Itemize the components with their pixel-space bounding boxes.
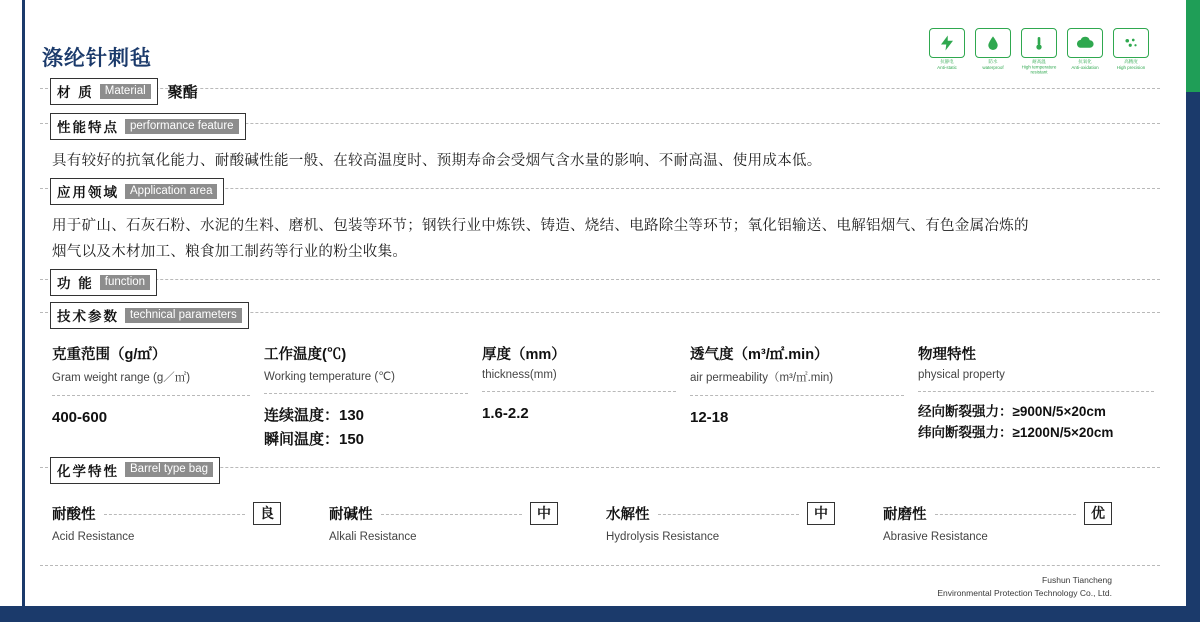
material-value: 聚酯 [167, 84, 198, 101]
page-title: 涤纶针刺毡 [42, 47, 152, 70]
bottom-bar [0, 606, 1200, 622]
chemical-item-top [606, 502, 883, 525]
application-text-line1: 用于矿山、石灰石粉、水泥的生料、磨机、包装等环节；钢铁行业中炼铁、铸造、烧结、电路除尘等环节；氧化铝输送、电解铝烟气、有色金属冶炼的 [52, 218, 1029, 235]
anti-oxidation-icon-box [1067, 28, 1103, 58]
chemical-item-divider [935, 514, 1077, 515]
anti-static-icon-box [929, 28, 965, 58]
technical-section-label [50, 302, 249, 329]
chemical-item-grade: 中 [530, 502, 558, 525]
waterproof-icon [974, 28, 1012, 75]
material-label-cn: 材 质 [57, 85, 94, 100]
chemical-item-divider [104, 514, 246, 515]
tech-column-title-en: Working temperature (℃) [264, 371, 395, 384]
tech-column-divider [482, 391, 676, 392]
chemical-item-label-cn: 耐酸性 [52, 506, 96, 523]
chemical-item-alkali-resistance [329, 502, 606, 543]
tech-column-value: 12-18 [690, 409, 729, 427]
tech-column-title-cn: 物理特性 [918, 347, 976, 364]
right-blue-accent [1186, 92, 1200, 606]
feature-icon-row [928, 28, 1150, 75]
chemical-item-label-cn: 耐碱性 [329, 506, 373, 523]
tech-column-value: 1.6-2.2 [482, 405, 529, 423]
application-label-row [50, 178, 1160, 205]
function-label-cn: 功 能 [57, 276, 94, 292]
chemical-label-cn: 化学特性 [57, 463, 119, 479]
content-area [40, 0, 1160, 599]
chemical-item-label-en: Acid Resistance [52, 530, 135, 543]
tech-column-title-cn: 厚度（mm） [482, 347, 566, 364]
section-chemical-property [40, 463, 1160, 543]
anti-oxidation-icon-caption-cn: 抗氧化 [1078, 59, 1092, 65]
chemical-item-hydrolysis-resistance [606, 502, 883, 543]
footer-company-name: Fushun Tiancheng [1042, 574, 1112, 585]
tech-column-title-cn: 透气度（m³/㎡.min） [690, 347, 829, 364]
performance-label-cn: 性能特点 [57, 120, 119, 135]
material-label-en: Material [100, 84, 151, 99]
bolt-icon [938, 34, 956, 52]
anti-oxidation-icon-caption-en: Anti-oxidation [1071, 65, 1099, 71]
application-section-label [50, 178, 224, 205]
thermometer-icon [1031, 34, 1047, 52]
tech-column-title-cn: 克重范围（g/㎡） [52, 347, 167, 364]
performance-label-row [50, 113, 1160, 140]
chemical-item-top [52, 502, 329, 525]
technical-parameters-grid [52, 343, 1160, 451]
technical-label-en: technical parameters [125, 308, 242, 323]
left-vertical-rule [22, 0, 25, 622]
chemical-item-abrasive-resistance [883, 502, 1160, 543]
chemical-item-label-en: Hydrolysis Resistance [606, 530, 720, 543]
function-label-row [50, 269, 1160, 296]
tech-column-physical-property [918, 343, 1168, 451]
chemical-item-divider [381, 514, 523, 515]
tech-column-divider [264, 393, 468, 394]
bottom-divider [40, 565, 1160, 566]
performance-label-en: performance feature [125, 119, 239, 134]
high-temperature-resistant-icon [1020, 28, 1058, 75]
high-precision-icon-caption-cn: 高精度 [1124, 59, 1138, 65]
section-technical-parameters [40, 308, 1160, 467]
tech-column-air-permeability [690, 343, 918, 451]
tech-column-title-cn: 工作温度(℃) [264, 347, 347, 364]
tech-column-value: 400-600 [52, 409, 108, 427]
chemical-item-label-en: Abrasive Resistance [883, 530, 988, 543]
waterproof-icon-caption-en: waterproof [982, 65, 1004, 71]
chemical-item-label-cn: 水解性 [606, 506, 650, 523]
high-temperature-resistant-icon-caption-en: High temperature resistant [1021, 65, 1057, 76]
chemical-item-grade: 中 [807, 502, 835, 525]
performance-text: 具有较好的抗氧化能力、耐酸碱性能一般、在较高温度时、预期寿命会受烟气含水量的影响、不耐高温、使用成本低。 [52, 153, 822, 169]
anti-static-icon-caption-en: Anti-static [937, 65, 957, 71]
technical-label-row [50, 302, 1160, 329]
chemical-item-top [883, 502, 1160, 525]
performance-section-label [50, 113, 246, 140]
cloud-icon [1075, 35, 1095, 51]
tech-column-title-en: air permeability（m³/㎡.min) [690, 372, 834, 385]
tech-column-divider [52, 395, 250, 396]
footer-company-suffix: Environmental Protection Technology Co., Ltd. [937, 587, 1112, 598]
chemical-item-top [329, 502, 606, 525]
chemical-item-label-en: Alkali Resistance [329, 530, 417, 543]
high-precision-icon-box [1113, 28, 1149, 58]
tech-column-value-continuous: 连续温度：130 [264, 407, 365, 425]
tech-column-value-weft: 纬向断裂强力：≥1200N/5×20cm [918, 425, 1114, 441]
function-section-label [50, 269, 157, 296]
dots-icon [1122, 35, 1140, 51]
chemical-grid [52, 502, 1160, 543]
chemical-item-grade: 良 [253, 502, 281, 525]
chemical-label-row [50, 457, 1160, 484]
chemical-item-divider [658, 514, 800, 515]
tech-column-value-warp: 经向断裂强力：≥900N/5×20cm [918, 404, 1106, 420]
high-precision-icon-caption-en: High precision [1116, 65, 1146, 71]
page-header [40, 0, 1160, 88]
waterproof-icon-caption-cn: 防水 [988, 59, 998, 65]
application-label-cn: 应用领域 [57, 185, 119, 201]
high-temperature-resistant-icon-box [1021, 28, 1057, 58]
application-text-line2: 烟气以及木材加工、粮食加工制药等行业的粉尘收集。 [52, 244, 408, 261]
high-temperature-resistant-icon-caption-cn: 耐高温 [1032, 59, 1046, 65]
technical-label-cn: 技术参数 [57, 309, 119, 325]
high-precision-icon [1112, 28, 1150, 75]
application-label-en: Application area [125, 184, 217, 199]
anti-static-icon [928, 28, 966, 75]
anti-oxidation-icon [1066, 28, 1104, 75]
material-label-row [50, 78, 1160, 105]
chemical-item-acid-resistance [52, 502, 329, 543]
tech-column-gram-weight [52, 343, 264, 451]
chemical-item-grade: 优 [1084, 502, 1112, 525]
footer [40, 574, 1160, 600]
tech-column-working-temperature [264, 343, 482, 451]
chemical-item-label-cn: 耐磨性 [883, 506, 927, 523]
tech-column-title-en: physical property [918, 369, 1005, 382]
right-green-accent [1186, 0, 1200, 92]
tech-column-divider [690, 395, 904, 396]
material-section-label [50, 78, 158, 105]
chemical-section-label [50, 457, 220, 484]
function-label-en: function [100, 275, 150, 290]
waterproof-icon-box [975, 28, 1011, 58]
tech-column-divider [918, 391, 1154, 392]
tech-column-title-en: Gram weight range (g／㎡) [52, 372, 191, 385]
tech-column-title-en: thickness(mm) [482, 369, 557, 382]
drop-icon [985, 34, 1001, 52]
section-application-area [40, 184, 1160, 279]
tech-column-value-instant: 瞬间温度：150 [264, 430, 365, 448]
tech-column-thickness [482, 343, 690, 451]
anti-static-icon-caption-cn: 抗静电 [940, 59, 954, 65]
chemical-label-en: Barrel type bag [125, 462, 213, 477]
